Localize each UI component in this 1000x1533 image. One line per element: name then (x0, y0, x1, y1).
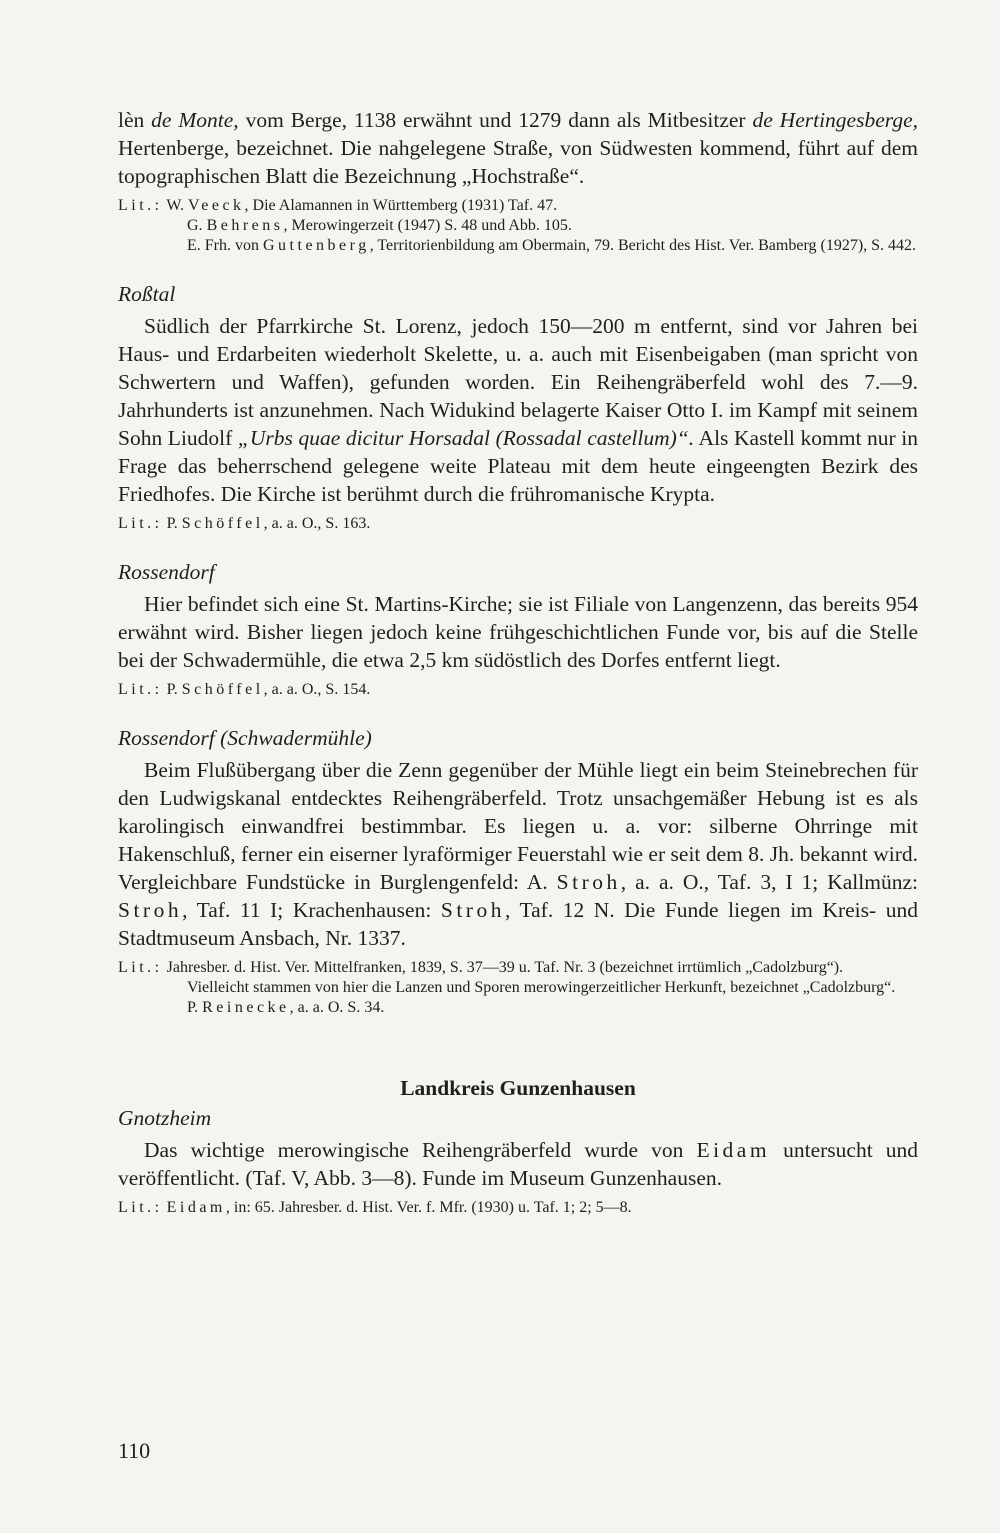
text-run: lèn (118, 108, 152, 132)
lit-label: Lit.: (118, 197, 163, 214)
text-run: , a. a. O., S. 154. (263, 681, 371, 698)
rossendorf-paragraph: Hier befindet sich eine St. Martins-Kirche; sie ist Filiale von Langenzenn, das bereits 954 erwähnt wird. Bisher liegen jedoch keine frühgeschichtlichen Funde vor, bis auf die Stelle bei der Schwadermühle, die etwa 2,5 km südöstlich des Dorfes entfernt liegt. (118, 592, 918, 672)
text-run: Als Kastell kommt nur in Frage das beherrschend gelegene weite Plateau mit dem heute eingeengten Bezirk des Friedhofes. Die Kirche ist berühmt durch die frühromanische Krypta. (118, 426, 919, 506)
page-content (118, 106, 918, 1218)
lit-entry: Vielleicht stammen von hier die Lanzen und Sporen merowingerzeitlicher Herkunft, bezeichnet „Cadolzburg“. (187, 979, 896, 996)
author-name: Reinecke (202, 999, 290, 1016)
text-run: P. (187, 999, 203, 1016)
intro-paragraph (118, 106, 918, 190)
heading-schwadermuehle: Rossendorf (Schwadermühle) (118, 726, 372, 750)
italic-text: de Monte, (151, 108, 239, 132)
text-run: , Taf. 12 N. Die Funde liegen im Kreis- und Stadtmuseum Ansbach, Nr. 1337. (118, 898, 918, 950)
text-run: , Territorienbildung am Obermain, 79. Bericht des Hist. Ver. Bamberg (1927), S. 442. (369, 237, 917, 254)
text-run: vom Berge, 1138 erwähnt und 1279 dann als Mitbesitzer (238, 108, 753, 132)
author-name: Eidam (166, 1199, 226, 1216)
lit-label: Lit.: (118, 1199, 163, 1216)
author-name: Stroh (440, 898, 505, 922)
author-name: Behrens (206, 217, 284, 234)
text-run: untersucht und veröffentlicht. (Taf. V, Abb. 3—8). Funde im Museum Gunzenhausen. (118, 1138, 919, 1190)
text-run: , Merowingerzeit (1947) S. 48 und Abb. 105. (283, 217, 572, 234)
text-run: Jahresber. d. Hist. Ver. Mittelfranken, 1839, S. 37—39 u. Taf. Nr. 3 (bezeichnet irrtümlich „Cadolzburg“). (162, 959, 844, 976)
text-run: P. (162, 515, 182, 532)
heading-rosstal: Roßtal (118, 282, 176, 306)
text-run: Beim Flußübergang über die Zenn gegenüber der Mühle liegt ein beim Steinebrechen für den Ludwigskanal entdecktes Reihengräberfeld. Trotz unsachgemäßer Hebung ist es als karolingisch einwandfrei bestimmbar. Es liegen u. a. vor: silberne Ohrringe mit Hakenschluß, ferner ein eiserner lyraförmiger Feuerstahl wie er seit dem 8. Jh. bekannt wird. Vergleichbare Fundstücke in Burglengenfeld: A. (118, 758, 918, 894)
schwadermuehle-paragraph (118, 756, 918, 952)
author-name: Schöffel (181, 681, 264, 698)
section-title: Landkreis Gunzenhausen (400, 1076, 636, 1100)
text-run: W. (162, 197, 188, 214)
text-run: , in: 65. Jahresber. d. Hist. Ver. f. Mfr. (1930) u. Taf. 1; 2; 5—8. (225, 1199, 632, 1216)
gnotzheim-literature (118, 1198, 918, 1218)
italic-text: „Urbs quae dicitur Horsadal (Rossadal castellum)“. (237, 426, 695, 450)
text-run: Südlich der Pfarrkirche St. Lorenz, jedoch 150—200 m entfernt, sind vor Jahren bei Haus- und Erdarbeiten wiederholt Skelette, u. a. auch mit Eisenbeigaben (man spricht von Schwertern und Waffen), gefunden worden. Ein Reihengräberfeld wohl des 7.—9. Jahrhunderts ist anzunehmen. Nach Widukind belagerte Kaiser Otto I. im Kampf mit seinem Sohn Liudolf (118, 314, 918, 450)
schwadermuehle-literature (118, 958, 918, 1018)
lit-label: Lit.: (118, 959, 163, 976)
text-run: , Taf. 11 I; Krachenhausen: (182, 898, 441, 922)
page-number: 110 (118, 1438, 151, 1463)
italic-text: de Hertingesberge, (752, 108, 918, 132)
text-run: , a. a. O., Taf. 3, I 1; Kallmünz: (620, 870, 918, 894)
text-run: , a. a. O., S. 163. (263, 515, 371, 532)
text-run: Hertenberge, bezeichnet. Die nahgelegene Straße, von Südwesten kommend, führt auf dem topographischen Blatt die Bezeichnung „Hochstraße“. (118, 136, 918, 188)
author-name: Veeck (187, 197, 245, 214)
author-name: Stroh (556, 870, 621, 894)
text-run: P. (162, 681, 182, 698)
rossendorf-literature (118, 680, 918, 700)
author-name: Eidam (696, 1138, 771, 1162)
author-name: Stroh (118, 898, 183, 922)
lit-label: Lit.: (118, 515, 163, 532)
rosstal-paragraph (118, 312, 918, 508)
lit-label: Lit.: (118, 681, 163, 698)
text-run: E. Frh. von (187, 237, 263, 254)
intro-literature (118, 196, 918, 256)
heading-gnotzheim: Gnotzheim (118, 1106, 212, 1130)
text-run: , Die Alamannen in Württemberg (1931) Taf. 47. (244, 197, 558, 214)
heading-rossendorf: Rossendorf (118, 560, 215, 584)
text-run: , a. a. O. S. 34. (289, 999, 385, 1016)
author-name: Guttenberg (263, 237, 370, 254)
text-run: G. (187, 217, 207, 234)
rosstal-literature (118, 514, 918, 534)
gnotzheim-paragraph (118, 1136, 918, 1192)
text-run: Das wichtige merowingische Reihengräberfeld wurde von (144, 1138, 697, 1162)
author-name: Schöffel (181, 515, 264, 532)
